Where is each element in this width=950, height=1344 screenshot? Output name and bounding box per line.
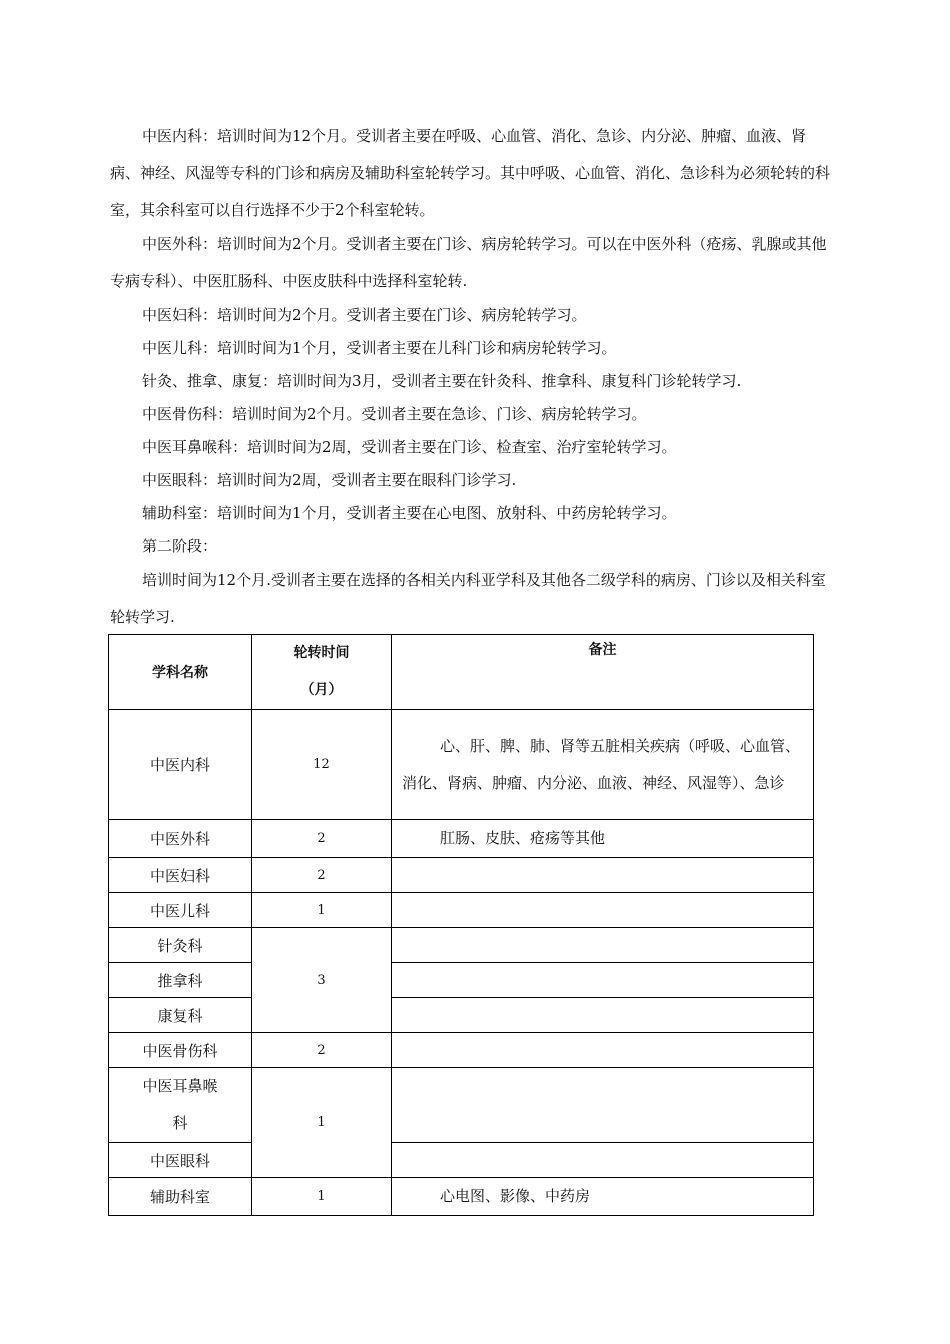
- months-cell: 1: [252, 1068, 392, 1178]
- months-cell: 1: [252, 1178, 392, 1216]
- subject-cell: 中医骨伤科: [109, 1033, 252, 1068]
- header-duration: [252, 635, 392, 710]
- subject-cell: 中医儿科: [109, 893, 252, 928]
- note-cell: 肛肠、皮肤、疮疡等其他: [392, 820, 814, 858]
- table-row: [109, 1178, 814, 1216]
- para-zhenjiu: 针灸、推拿、康复：培训时间为3月，受训者主要在针灸科、推拿科、康复科门诊轮转学习.: [142, 372, 742, 390]
- para-neike: 中医内科：培训时间为12个月。受训者主要在呼吸、心血管、消化、急诊、内分泌、肿瘤、血液、肾病、神经、风湿等专科的门诊和病房及辅助科室轮转学习。其中呼吸、心血管、消化、急诊科为必须轮转的科室，其余科室可以自行选择不少于2个科室轮转。: [110, 127, 831, 219]
- rotation-table: [108, 634, 814, 1216]
- table-row: [109, 963, 814, 998]
- months-cell: 2: [252, 1033, 392, 1068]
- para-fuzhu: 辅助科室：培训时间为1个月，受训者主要在心电图、放射科、中药房轮转学习。: [142, 504, 677, 522]
- subject-line: 科: [172, 1114, 188, 1132]
- subject-cell: 中医妇科: [109, 858, 252, 893]
- table-row: [109, 858, 814, 893]
- table-row: [109, 1033, 814, 1068]
- note-cell: [392, 963, 814, 998]
- subject-cell: 针灸科: [109, 928, 252, 963]
- note-cell: [392, 998, 814, 1033]
- months-cell: 1: [252, 893, 392, 928]
- subject-cell: 推拿科: [109, 963, 252, 998]
- note-cell: [392, 1033, 814, 1068]
- header-subject: 学科名称: [109, 635, 252, 710]
- months-cell: 3: [252, 928, 392, 1033]
- table-row: [109, 710, 814, 820]
- subject-cell: 中医外科: [109, 820, 252, 858]
- subject-line: 中医耳鼻喉: [142, 1077, 218, 1095]
- header-note: 备注: [392, 635, 814, 710]
- note-cell: [392, 858, 814, 893]
- para-stage-two: 培训时间为12个月.受训者主要在选择的各相关内科亚学科及其他各二级学科的病房、门诊以及相关科室轮转学习.: [110, 571, 826, 626]
- para-waike: 中医外科：培训时间为2个月。受训者主要在门诊、病房轮转学习。可以在中医外科（疮疡、乳腺或其他专病专科）、中医肛肠科、中医皮肤科中选择科室轮转.: [110, 235, 827, 290]
- note-cell: [392, 1068, 814, 1143]
- header-duration-line1: 轮转时间: [293, 645, 350, 661]
- note-cell: [392, 1143, 814, 1178]
- header-duration-line2: （月）: [300, 682, 343, 698]
- note-cell: [392, 928, 814, 963]
- para-fuke: 中医妇科：培训时间为2个月。受训者主要在门诊、病房轮转学习。: [142, 306, 587, 324]
- months-cell: 12: [252, 710, 392, 820]
- table-row: [109, 893, 814, 928]
- table-row: [109, 998, 814, 1033]
- subject-cell: [109, 1068, 252, 1143]
- table-row: [109, 820, 814, 858]
- note-cell: 心、肝、脾、肺、肾等五脏相关疾病（呼吸、心血管、消化、肾病、肿瘤、内分泌、血液、神经、风湿等）、急诊: [392, 710, 814, 820]
- para-yanke: 中医眼科：培训时间为2周，受训者主要在眼科门诊学习.: [142, 471, 517, 489]
- para-erke: 中医儿科：培训时间为1个月，受训者主要在儿科门诊和病房轮转学习。: [142, 339, 617, 357]
- note-cell: 心电图、影像、中药房: [392, 1178, 814, 1216]
- table-row: [109, 928, 814, 963]
- para-erbihou: 中医耳鼻喉科：培训时间为2周，受训者主要在门诊、检查室、治疗室轮转学习。: [142, 438, 677, 456]
- months-cell: 2: [252, 858, 392, 893]
- subject-cell: 康复科: [109, 998, 252, 1033]
- months-cell: 2: [252, 820, 392, 858]
- stage-two-heading: 第二阶段：: [142, 537, 218, 555]
- para-gushang: 中医骨伤科：培训时间为2个月。受训者主要在急诊、门诊、病房轮转学习。: [142, 405, 647, 423]
- subject-cell: 中医眼科: [109, 1143, 252, 1178]
- table-header-row: [109, 635, 814, 710]
- subject-cell: 辅助科室: [109, 1178, 252, 1216]
- table-row: [109, 1143, 814, 1178]
- table-row: [109, 1068, 814, 1143]
- subject-cell: 中医内科: [109, 710, 252, 820]
- note-cell: [392, 893, 814, 928]
